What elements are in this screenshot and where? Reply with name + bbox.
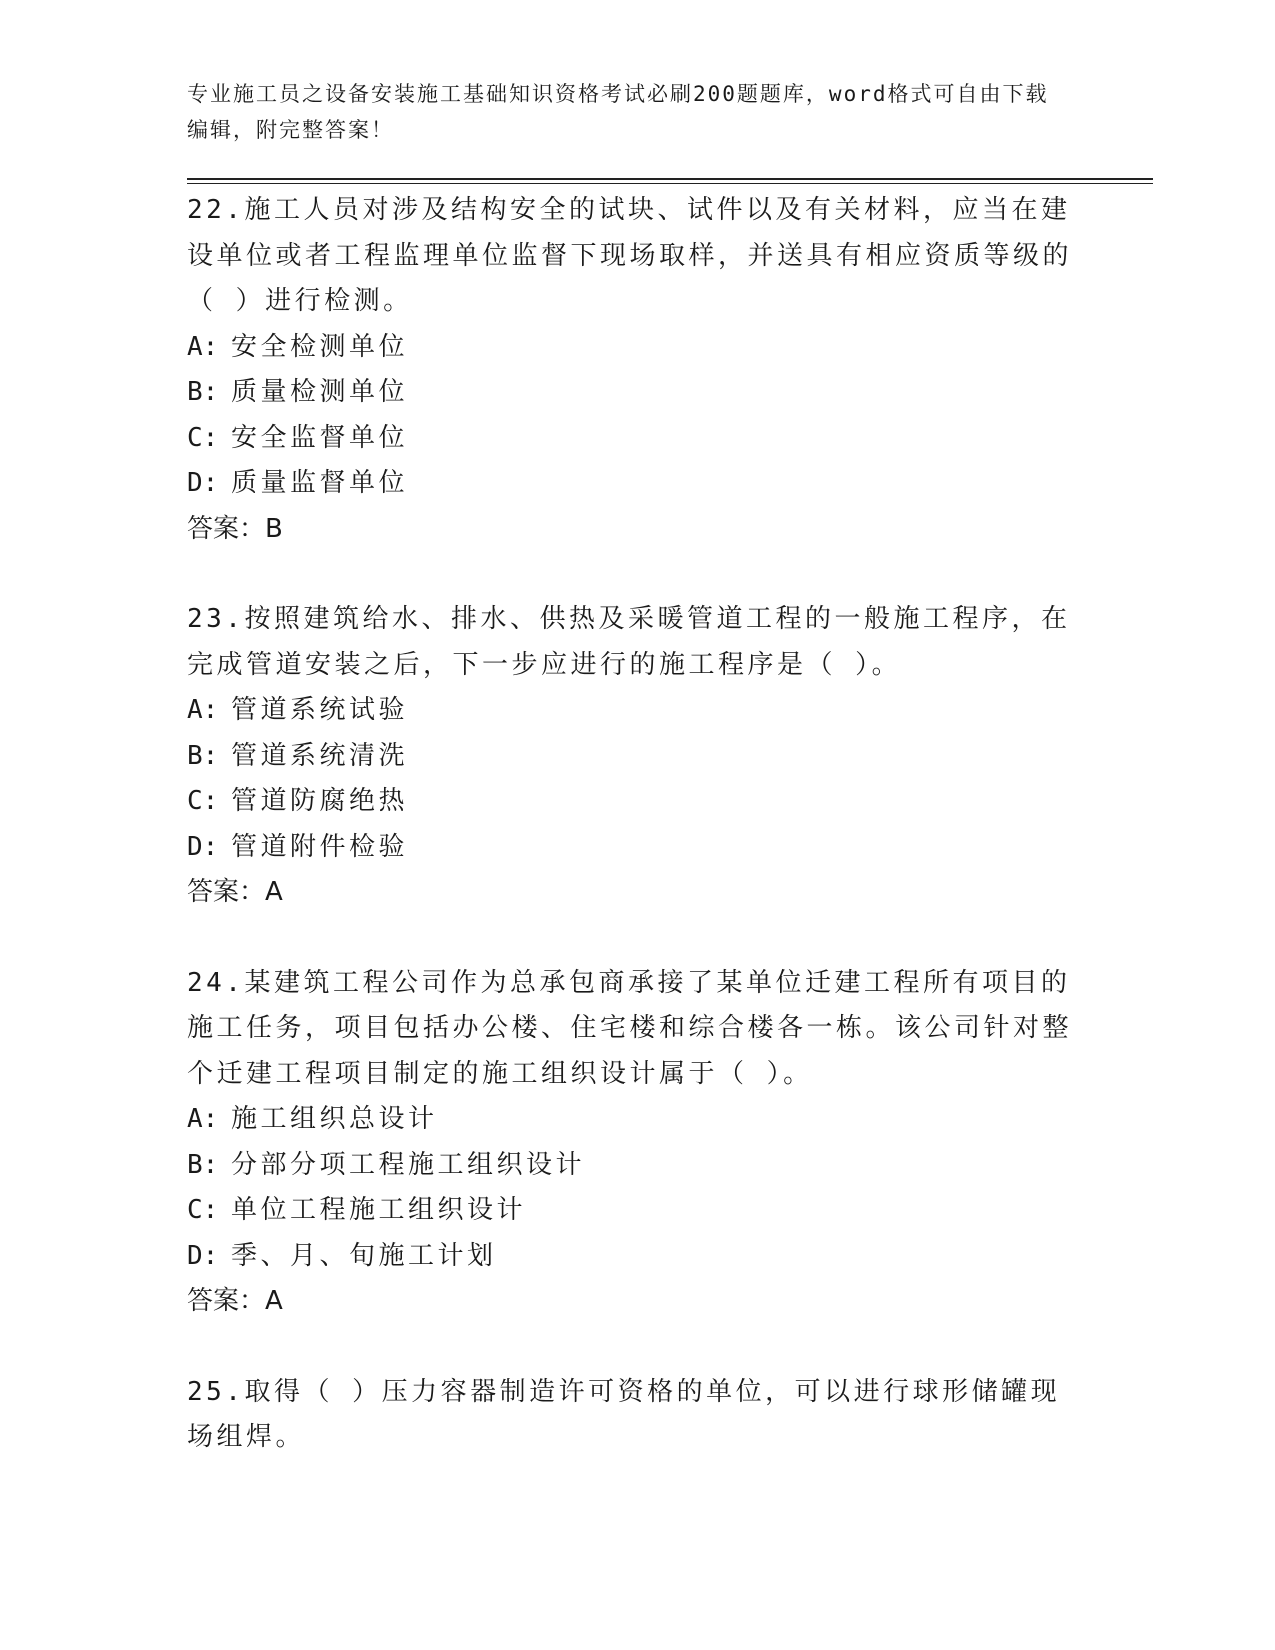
option-label: C:: [187, 1195, 219, 1225]
question-stem: 23.按照建筑给水、排水、供热及采暖管道工程的一般施工程序，在完成管道安装之后，下一步应进行的施工程序是（ ）。: [187, 604, 1071, 680]
option-label: D:: [187, 831, 219, 862]
question-25: [187, 1370, 1087, 1461]
question-23: [187, 597, 1087, 916]
answer-line: 答案：B: [187, 513, 283, 544]
option-d: [187, 1234, 1087, 1280]
answer-line: 答案：A: [187, 877, 283, 907]
question-stem: 25.取得（ ）压力容器制造许可资格的单位，可以进行球形储罐现场组焊。: [187, 1376, 1061, 1452]
header-divider: [187, 178, 1153, 184]
option-label: A:: [187, 695, 219, 725]
option-text: 管道附件检验: [231, 831, 409, 862]
option-text: 施工组织总设计: [231, 1104, 438, 1134]
question-list: [187, 188, 1087, 1506]
option-label: B:: [187, 1149, 219, 1180]
option-a: [187, 688, 1087, 734]
question-24: [187, 961, 1087, 1325]
option-c: [187, 416, 1087, 462]
option-b: [187, 370, 1087, 416]
option-text: 质量监督单位: [231, 468, 409, 498]
question-stem: 22.施工人员对涉及结构安全的试块、试件以及有关材料，应当在建设单位或者工程监理单位监督下现场取样，并送具有相应资质等级的（ ）进行检测。: [187, 195, 1073, 316]
option-label: B:: [187, 377, 219, 407]
option-text: 安全监督单位: [231, 422, 409, 453]
option-text: 分部分项工程施工组织设计: [231, 1149, 586, 1180]
option-b: [187, 734, 1087, 780]
option-label: A:: [187, 1104, 219, 1134]
option-text: 季、月、旬施工计划: [231, 1240, 497, 1271]
option-text: 管道系统清洗: [231, 740, 409, 771]
option-d: [187, 825, 1087, 871]
option-label: A:: [187, 331, 219, 362]
header-title: 专业施工员之设备安装施工基础知识资格考试必刷200题题库，word格式可自由下载编辑，附完整答案！: [187, 82, 1049, 142]
option-c: [187, 779, 1087, 825]
option-label: D:: [187, 1240, 219, 1271]
question-22: [187, 188, 1087, 552]
option-a: [187, 1097, 1087, 1143]
option-a: [187, 325, 1087, 371]
option-b: [187, 1143, 1087, 1189]
option-text: 管道防腐绝热: [231, 786, 409, 816]
option-text: 单位工程施工组织设计: [231, 1195, 527, 1225]
option-label: C:: [187, 786, 219, 816]
option-text: 安全检测单位: [231, 331, 409, 362]
question-stem: 24.某建筑工程公司作为总承包商承接了某单位迁建工程所有项目的施工任务，项目包括办公楼、住宅楼和综合楼各一栋。该公司针对整个迁建工程项目制定的施工组织设计属于（ ）。: [187, 967, 1073, 1089]
option-label: C:: [187, 422, 219, 453]
answer-line: 答案：A: [187, 1286, 283, 1316]
option-text: 管道系统试验: [231, 695, 409, 725]
option-label: D:: [187, 468, 219, 498]
option-c: [187, 1188, 1087, 1234]
option-d: [187, 461, 1087, 507]
document-header: [187, 76, 1067, 148]
option-text: 质量检测单位: [231, 377, 409, 407]
option-label: B:: [187, 740, 219, 771]
